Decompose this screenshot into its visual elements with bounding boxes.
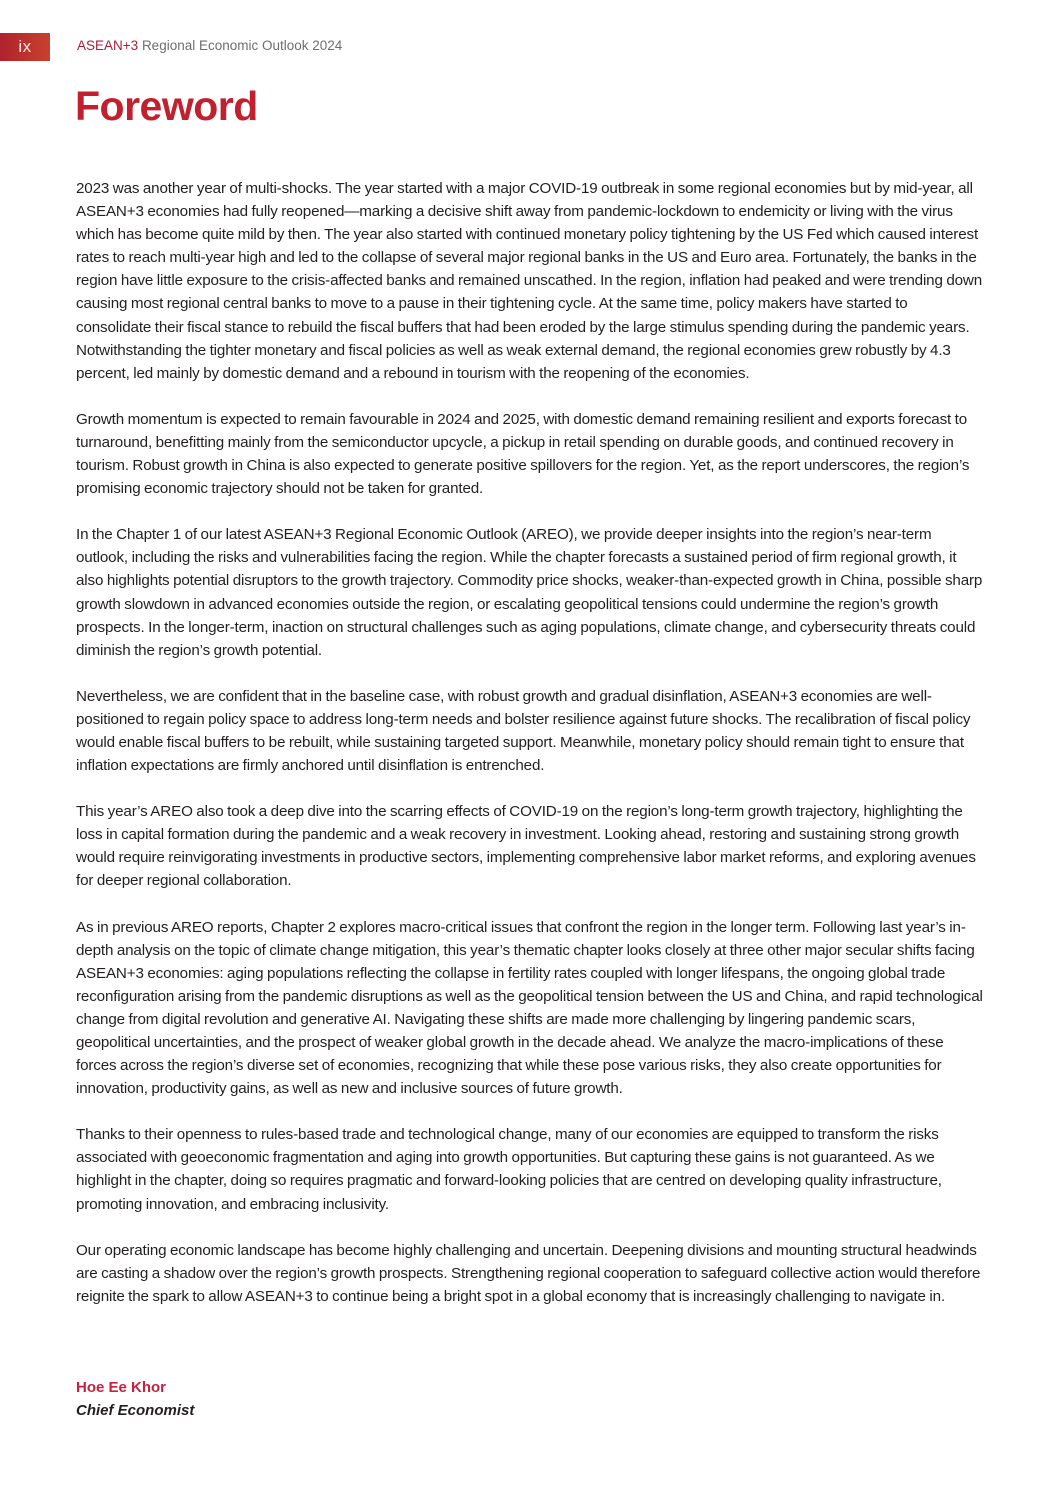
paragraph: Nevertheless, we are confident that in the baseline case, with robust growth and gradual disinflation, ASEAN+3 economies are well-positioned to regain policy space to address long-term needs and bolster resilience against future shocks. The recalibration of fiscal policy would enable fiscal buffers to be rebuilt, while sustaining targeted support. Meanwhile, monetary policy should remain tight to ensure that inflation expectations are firmly anchored until disinflation is entrenched. [76,687,971,775]
page-number-tab [0,33,50,61]
running-header-brand: ASEAN+3 [77,38,139,53]
signatory-role: Chief Economist [76,1402,195,1419]
signatory-name: Hoe Ee Khor [76,1379,167,1396]
paragraph: 2023 was another year of multi-shocks. The year started with a major COVID-19 outbreak in some regional economies but by mid-year, all ASEAN+3 economies had fully reopened—marking a decisive shift away from pandemic-lockdown to endemicity or living with the virus which has become quite mild by then. The year also started with continued monetary policy tightening by the US Fed which caused interest rates to reach multi-year high and led to the collapse of several major regional banks in the US and Euro area. Fortunately, the banks in the region have little exposure to the crisis-affected banks and remained unscathed. In the region, inflation had peaked and were trending down causing most regional central banks to move to a pause in their tightening cycle. At the same time, policy makers have started to consolidate their fiscal stance to rebuild the fiscal buffers that had been eroded by the large stimulus spending during the pandemic years. Notwithstanding the tighter monetary and fiscal policies as well as weak external demand, the regional economies grew robustly by 4.3 percent, led mainly by domestic demand and a rebound in tourism with the reopening of the economies. [76,180,983,382]
running-header-title: Regional Economic Outlook 2024 [141,38,343,53]
paragraph: Our operating economic landscape has become highly challenging and uncertain. Deepening divisions and mounting structural headwinds are casting a shadow over the region’s growth prospects. Strengthening regional cooperation to safeguard collective action would therefore reignite the spark to allow ASEAN+3 to continue being a bright spot in a global economy that is increasingly challenging to navigate in. [76,1241,981,1305]
paragraph: As in previous AREO reports, Chapter 2 explores macro-critical issues that confront the region in the longer term. Following last year’s in-depth analysis on the topic of climate change mitigation, this year’s thematic chapter looks closely at three other major secular shifts facing ASEAN+3 economies: aging populations reflecting the collapse in fertility rates coupled with longer lifespans, the ongoing global trade reconfiguration arising from the pandemic disruptions as well as the geopolitical tension between the US and China, and rapid technological change from digital revolution and generative AI. Navigating these shifts are made more challenging by lingering pandemic scars, geopolitical uncertainties, and the prospect of weaker global growth in the decade ahead. We analyze the macro-implications of these forces across the region’s diverse set of economies, recognizing that while these pose various risks, they also create opportunities for innovation, productivity gains, as well as new and inclusive sources of future growth. [76,918,983,1098]
foreword-body [76,177,986,1331]
running-header [77,38,342,53]
paragraph: In the Chapter 1 of our latest ASEAN+3 Regional Economic Outlook (AREO), we provide deeper insights into the region’s near-term outlook, including the risks and vulnerabilities facing the region. While the chapter forecasts a sustained period of firm regional growth, it also highlights potential disruptors to the growth trajectory. Commodity price shocks, weaker-than-expected growth in China, possible sharp growth slowdown in advanced economies outside the region, or escalating geopolitical tensions could undermine the region’s growth prospects. In the longer-term, inaction on structural challenges such as aging populations, climate change, and cybersecurity threats could diminish the region’s growth potential. [76,526,983,659]
page-title: Foreword [75,83,258,129]
paragraph: This year’s AREO also took a deep dive into the scarring effects of COVID-19 on the region’s long-term growth trajectory, highlighting the loss in capital formation during the pandemic and a weak recovery in investment. Looking ahead, restoring and sustaining strong growth would require reinvigorating investments in productive sectors, implementing comprehensive labor market reforms, and exploring avenues for deeper regional collaboration. [76,803,976,890]
page-number: ix [18,37,32,56]
signature-block [76,1377,194,1423]
paragraph: Thanks to their openness to rules-based trade and technological change, many of our economies are equipped to transform the risks associated with geoeconomic fragmentation and aging into growth opportunities. But capturing these gains is not guaranteed. As we highlight in the chapter, doing so requires pragmatic and forward-looking policies that are centred on developing quality infrastructure, promoting innovation, and embracing inclusivity. [76,1126,942,1213]
paragraph: Growth momentum is expected to remain favourable in 2024 and 2025, with domestic demand remaining resilient and exports forecast to turnaround, benefitting mainly from the semiconductor upcycle, a pickup in retail spending on durable goods, and continued recovery in tourism. Robust growth in China is also expected to generate positive spillovers for the region. Yet, as the report underscores, the region’s promising economic trajectory should not be taken for granted. [76,410,970,498]
